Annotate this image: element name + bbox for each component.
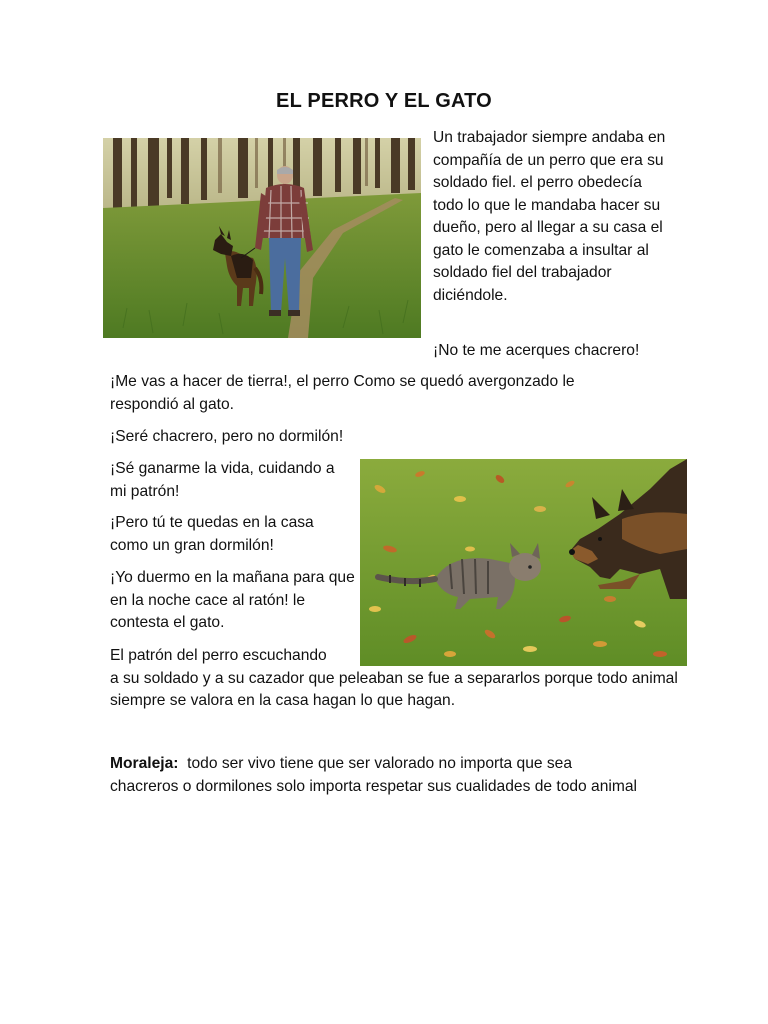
story-paragraph-4: ¡Seré chacrero, pero no dormilón! — [110, 428, 344, 445]
story-paragraph-5: ¡Sé ganarme la vida, cuidando a mi patrón! — [110, 460, 335, 500]
cat-and-dog-meeting-on-grass-photo — [360, 459, 687, 666]
story-paragraph-1: Un trabajador siempre andaba en compañía de un perro que era su soldado fiel. el perro obedecía todo lo que le mandaba hacer su dueño, pero al llegar a su casa el gato le comenzaba a insultar al soldado fiel del trabajador diciéndole. — [433, 129, 666, 304]
story-paragraph-2: ¡No te me acerques chacrero! — [433, 342, 640, 359]
story-paragraph-7: ¡Yo duermo en la mañana para que en la noche cace al ratón! le contesta el gato. — [110, 569, 355, 631]
story-paragraph-8 — [110, 645, 680, 713]
story-paragraph-6: ¡Pero tú te quedas en la casa como un gran dormilón! — [110, 514, 314, 554]
man-walking-dog-forest-photo — [103, 138, 421, 338]
moral-label: Moraleja: — [110, 755, 179, 772]
story-paragraph-8-rest: a su soldado y a su cazador que peleaban se fue a separarlos porque todo animal siempre se valora en la casa hagan lo que hagan. — [110, 669, 678, 709]
story-paragraph-3: ¡Me vas a hacer de tierra!, el perro Como se quedó avergonzado le respondió al gato. — [110, 373, 575, 413]
story-paragraph-8-first-line: El patrón del perro escuchando — [110, 647, 327, 664]
moral-text: todo ser vivo tiene que ser valorado no importa que sea chacreros o dormilones solo importa respetar sus cualidades de todo animal — [110, 755, 637, 795]
moral-paragraph — [110, 753, 640, 798]
page-title: EL PERRO Y EL GATO — [276, 90, 492, 112]
